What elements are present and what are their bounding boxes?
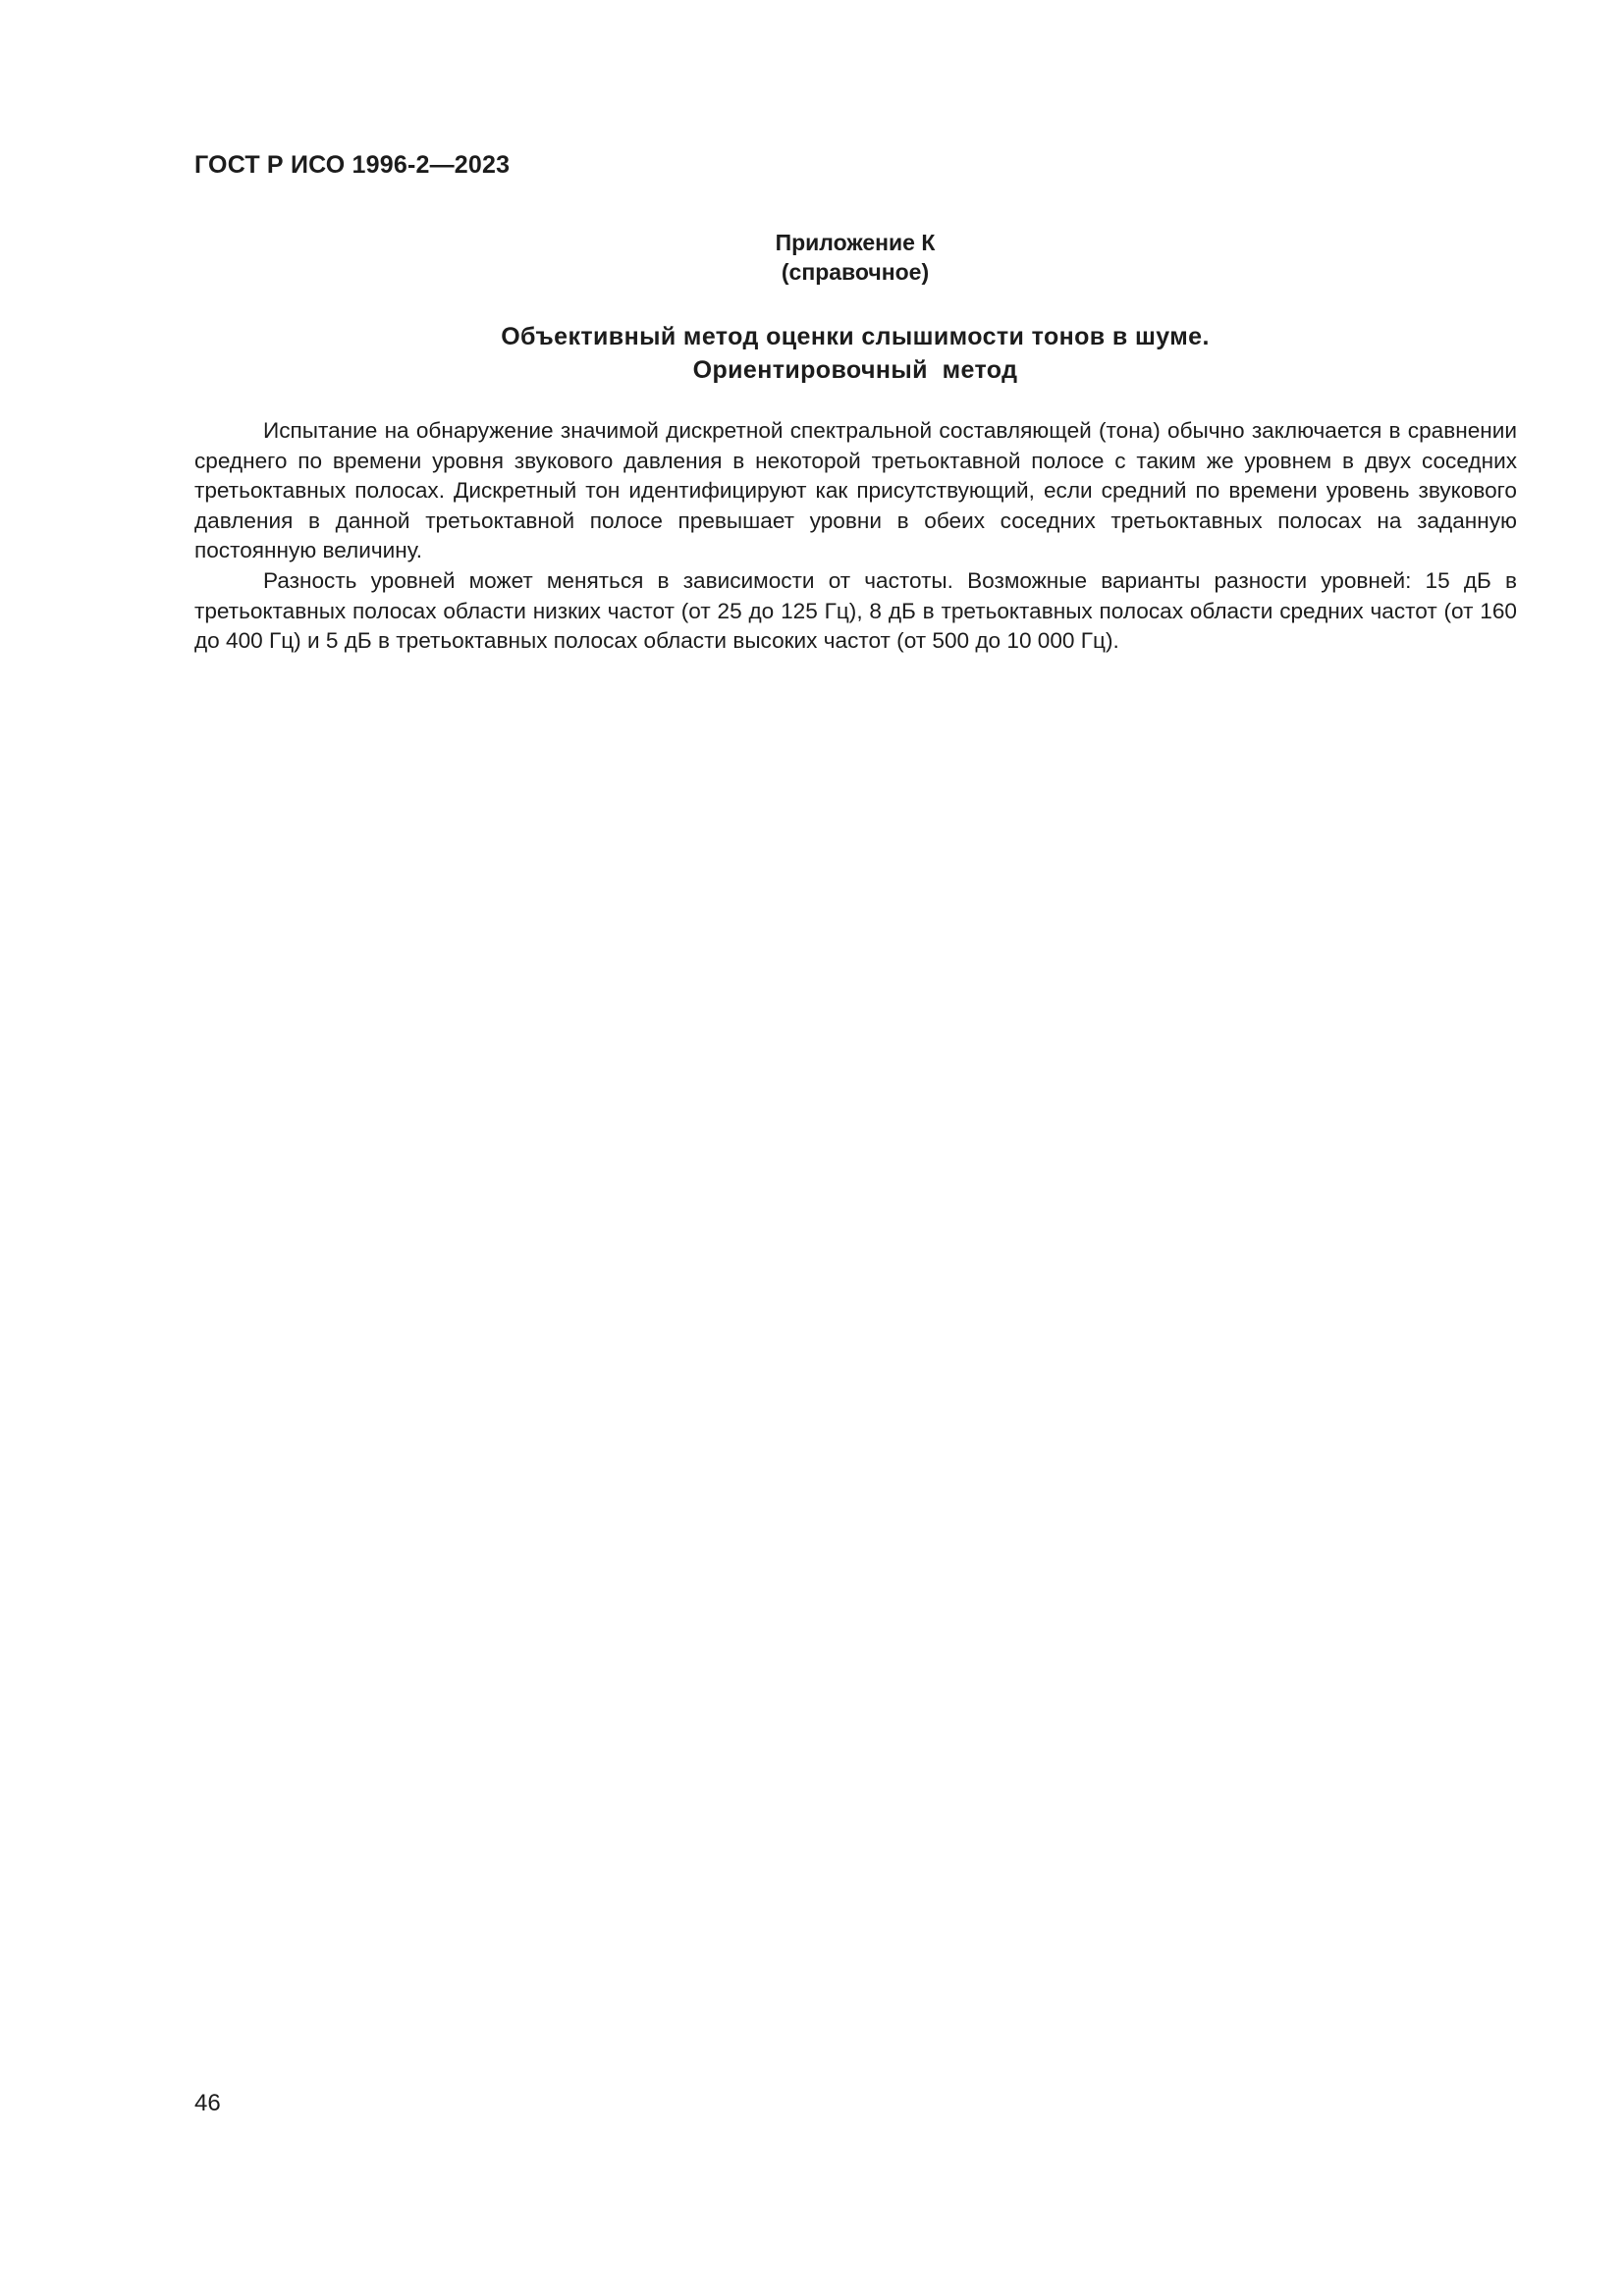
annex-status: (справочное): [781, 259, 930, 285]
annex-title-line-1: Объективный метод оценки слышимости тонов в шуме.: [501, 323, 1210, 350]
body-text: [194, 416, 1517, 657]
paragraph: Разность уровней может меняться в зависимости от частоты. Возможные варианты разности уровней: 15 дБ в третьоктавных полосах области низких частот (от 25 до 125 Гц), 8 дБ в третьоктавных полосах области средних частот (от 160 до 400 Гц) и 5 дБ в третьоктавных полосах области высоких частот (от 500 до 10 000 Гц).: [194, 567, 1517, 654]
page-number: 46: [194, 2090, 221, 2116]
annex-label: Приложение К: [775, 230, 936, 255]
standard-identifier: ГОСТ Р ИСО 1996-2—2023: [194, 151, 511, 179]
annex-title-line-2: Ориентировочный метод: [692, 356, 1018, 384]
annex-title: [194, 320, 1516, 387]
annex-heading: [194, 228, 1516, 287]
paragraph: Испытание на обнаружение значимой дискретной спектральной составляющей (тона) обычно заключается в сравнении среднего по времени уровня звукового давления в некоторой третьоктавной полосе с таким же уровнем в двух соседних третьоктавных полосах. Дискретный тон идентифицируют как присутствующий, если средний по времени уровень звукового давления в данной третьоктавной полосе превышает уровни в обеих соседних третьоктавных полосах на заданную постоянную величину.: [194, 418, 1517, 563]
